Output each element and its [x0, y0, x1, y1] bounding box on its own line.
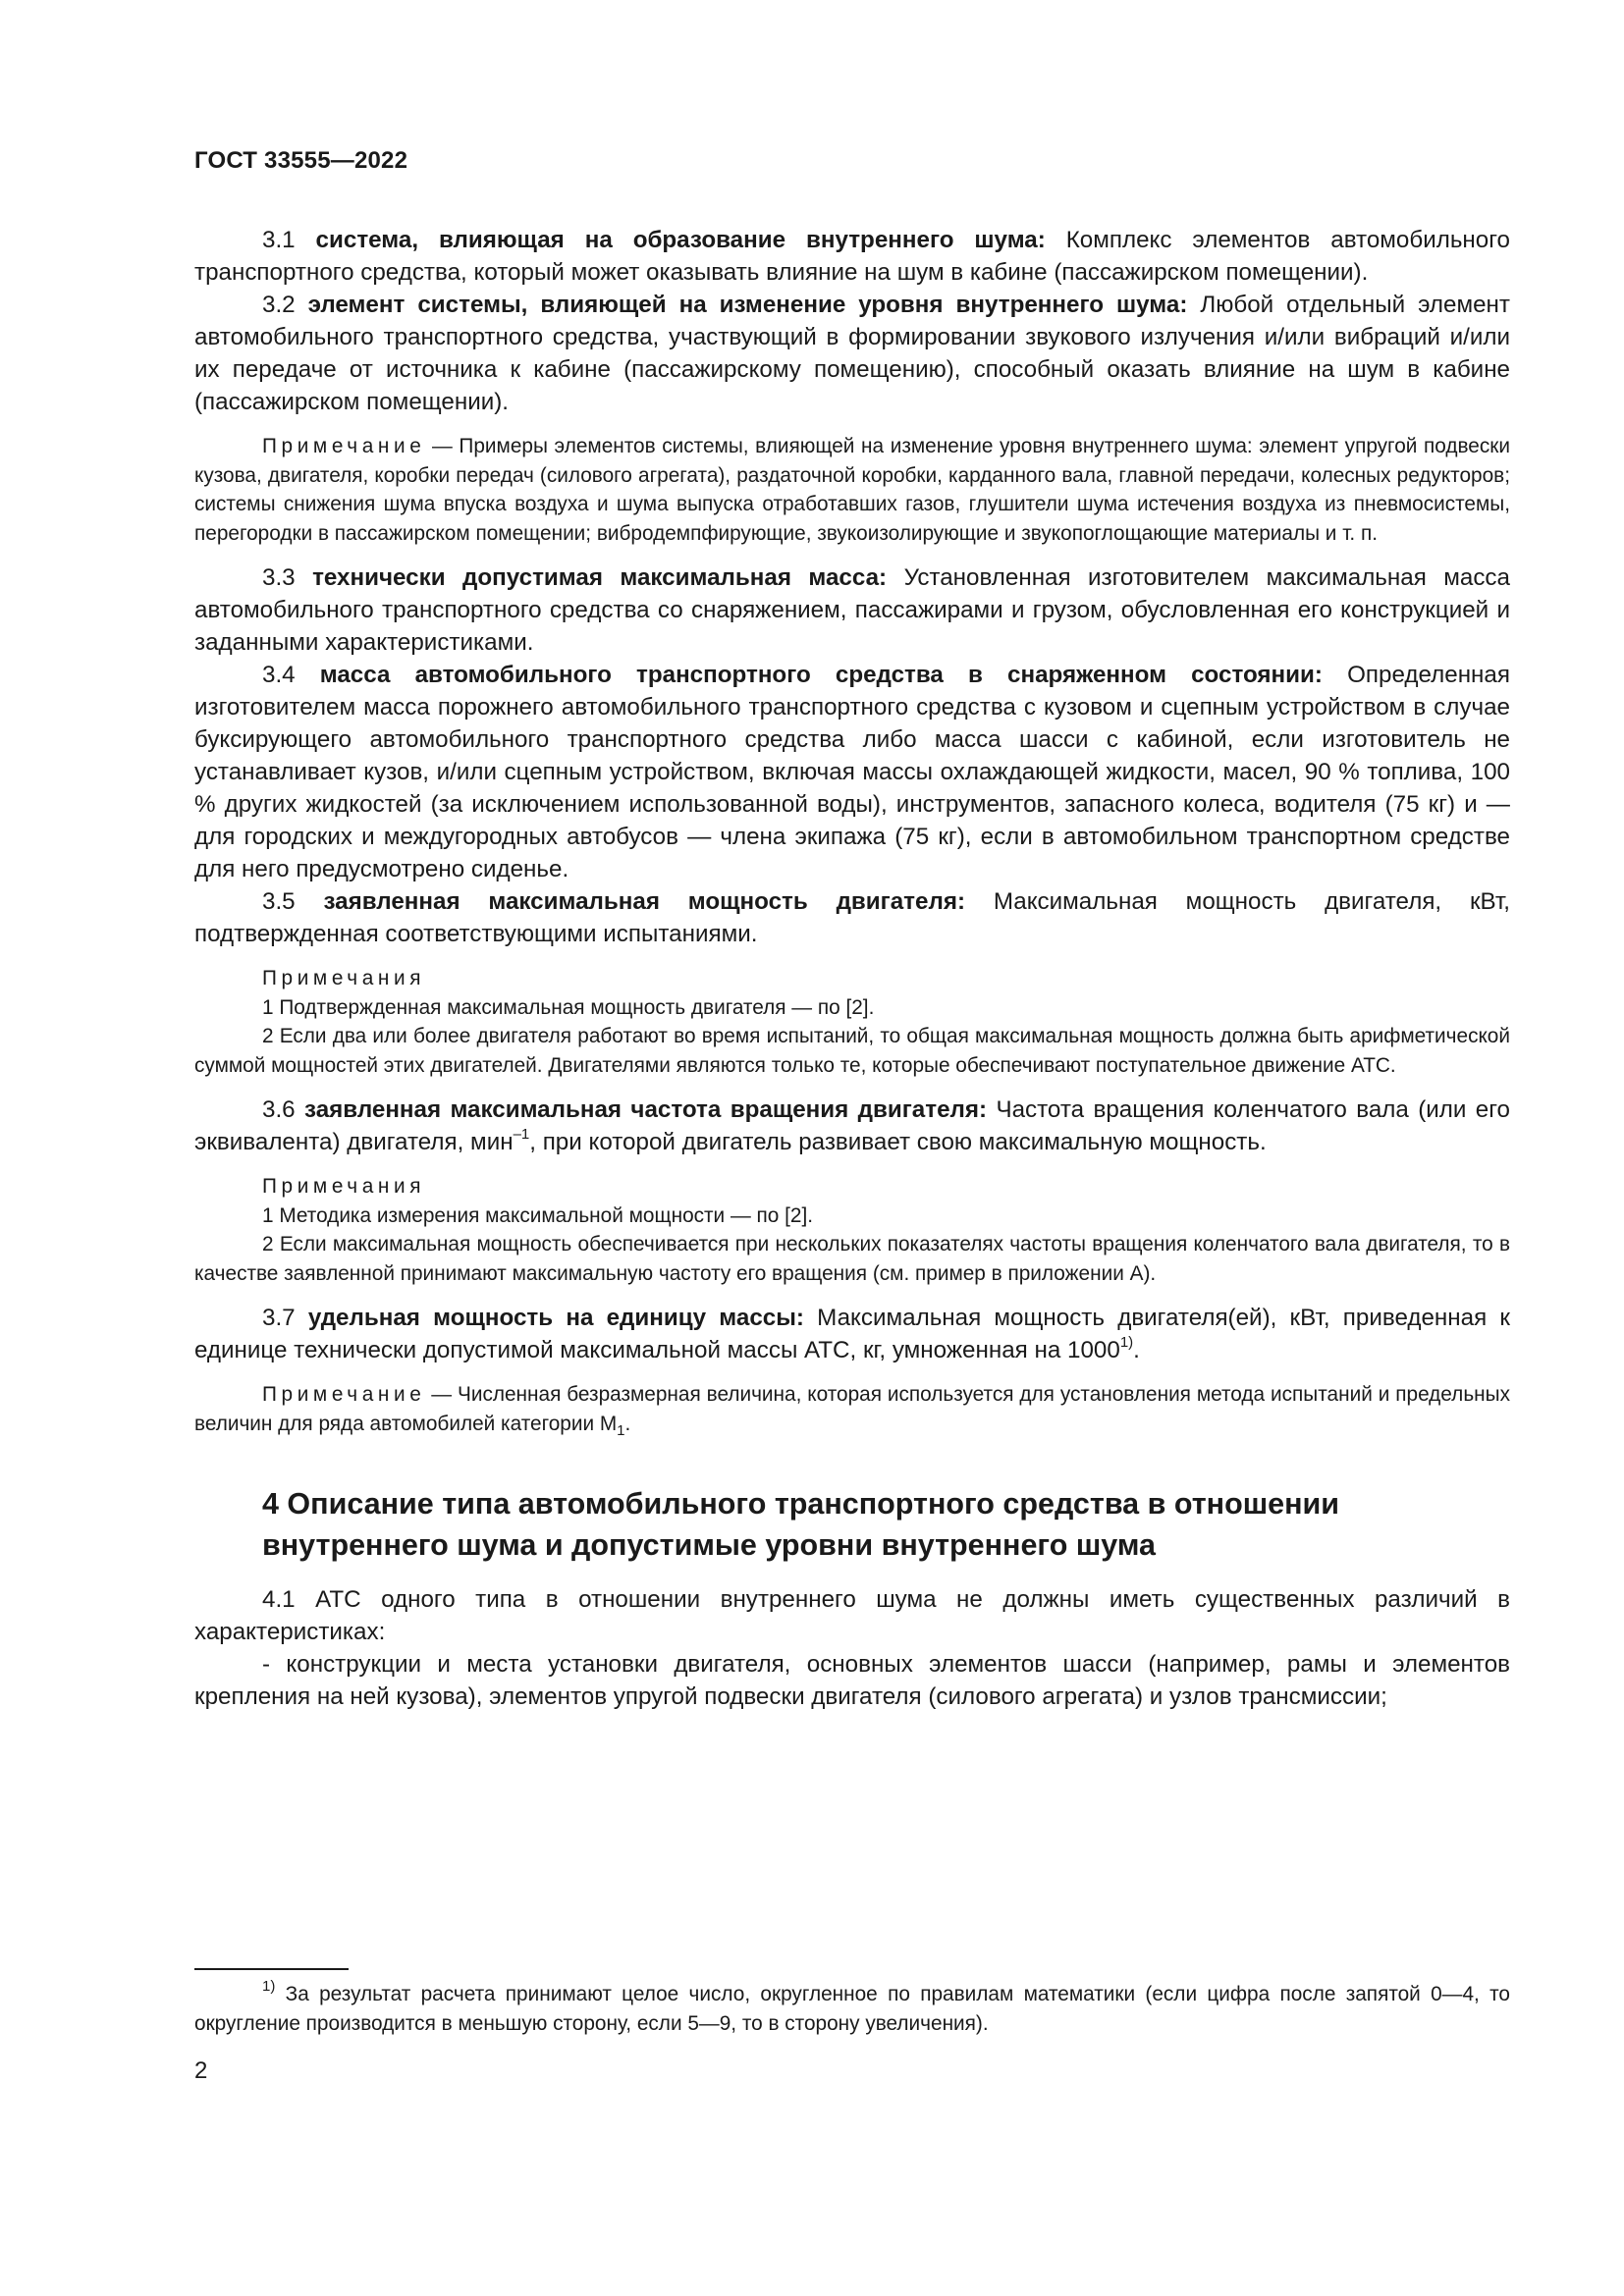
superscript: –1	[513, 1125, 530, 1143]
term-definition: Любой отдельный элемент автомобильного транспортного средства, участвующий в формировании звукового излучения и/или вибраций и/или их передаче от источника к кабине (пассажирскому помещению), способный оказать влияние на шум в кабине (пассажирском помещении).	[194, 292, 1510, 415]
list-item: - конструкции и места установки двигателя, основных элементов шасси (например, рамы и элементов крепления на ней кузова), элементов упругой подвески двигателя (силового агрегата) и узлов трансмиссии;	[194, 1651, 1510, 1710]
note-3-6-2: 2 Если максимальная мощность обеспечивается при нескольких показателях частоты вращения коленчатого вала двигателя, то в качестве заявленной принимают максимальную частоту его вращения (см. пример в приложении А).	[194, 1233, 1510, 1285]
term-number: 3.6	[262, 1096, 304, 1123]
term-name: масса автомобильного транспортного средства в снаряженном состоянии:	[319, 662, 1323, 688]
term-name: элемент системы, влияющей на изменение уровня внутреннего шума:	[307, 292, 1188, 318]
section-4-heading: 4 Описание типа автомобильного транспортного средства в отношении внутреннего шума и допустимые уровни внутреннего шума	[262, 1487, 1340, 1562]
note-text: — Примеры элементов системы, влияющей на изменение уровня внутреннего шума: элемент упругой подвески кузова, двигателя, коробки передач (силового агрегата), раздаточной коробки, карданного вала, главной передачи, колесных редукторов; системы снижения шума впуска воздуха и шума выпуска отработавших газов, глушители шума истечения воздуха из пневмосистемы, перегородки в пассажирском помещении; вибродемпфирующие, звукоизолирующие и звукопоглощающие материалы и т. п.	[194, 435, 1510, 545]
term-3-4	[194, 659, 1510, 885]
term-name: удельная мощность на единицу массы:	[307, 1305, 804, 1331]
note-3-2	[194, 432, 1510, 548]
term-name: технически допустимая максимальная масса:	[312, 564, 888, 591]
term-definition: Максимальная мощность двигателя(ей), кВт, приведенная к единице технически допустимой максимальной массы АТС, кг, умноженная на 1000	[194, 1305, 1510, 1363]
term-number: 3.5	[262, 888, 324, 915]
note-text-cont: .	[624, 1412, 631, 1435]
note-3-5-1: 1 Подтвержденная максимальная мощность двигателя — по [2].	[262, 995, 875, 1019]
note-3-5-2: 2 Если два или более двигателя работают во время испытаний, то общая максимальная мощность должна быть арифметической суммой мощностей этих двигателей. Двигателями являются только те, которые обеспечивают поступательное движение АТС.	[194, 1025, 1510, 1077]
notes-3-5-label	[194, 964, 1510, 993]
term-number: 3.4	[262, 662, 320, 688]
notes-label: Примечания	[262, 967, 426, 989]
document-page	[194, 0, 1510, 2296]
term-number: 3.7	[262, 1305, 308, 1331]
note-3-6-1: 1 Методика измерения максимальной мощности — по [2].	[262, 1203, 814, 1227]
term-definition: Определенная изготовителем масса порожнего автомобильного транспортного средства с кузовом и сцепным устройством в случае буксирующего автомобильного транспортного средства либо масса шасси с кабиной, если изготовитель не устанавливает кузов, и/или сцепным устройством, включая массы охлаждающей жидкости, масел, 90 % топлива, 100 % других жидкостей (за исключением использованной воды), инструментов, запасного колеса, водителя (75 кг) и — для городских и междугородных автобусов — члена экипажа (75 кг), если в автомобильном транспортном средстве для него предусмотрено сиденье.	[194, 662, 1510, 882]
footnote-mark: 1)	[262, 1978, 276, 1996]
term-number: 3.1	[262, 227, 316, 253]
footnote-ref: 1)	[1119, 1333, 1134, 1351]
term-3-2	[194, 289, 1510, 418]
footnote-1	[194, 1980, 1510, 2038]
term-3-1	[194, 224, 1510, 289]
subscript: 1	[617, 1421, 625, 1439]
paragraph-4-1: 4.1 АТС одного типа в отношении внутреннего шума не должны иметь существенных различий в характеристиках:	[194, 1586, 1510, 1645]
notes-3-6-label	[194, 1172, 1510, 1201]
footnote-text: За результат расчета принимают целое число, округленное по правилам математики (если цифра после запятой 0—4, то округление производится в меньшую сторону, если 5—9, то в сторону увеличения).	[194, 1983, 1510, 2035]
term-definition: Максимальная мощность двигателя, кВт, подтвержденная соответствующими испытаниями.	[194, 888, 1510, 947]
term-definition-cont: .	[1133, 1337, 1140, 1363]
term-definition: Установленная изготовителем максимальная масса автомобильного транспортного средства со снаряжением, пассажирами и грузом, обусловленная его конструкцией и заданными характеристиками.	[194, 564, 1510, 656]
term-3-6	[194, 1094, 1510, 1158]
term-number: 3.2	[262, 292, 308, 318]
term-name: заявленная максимальная частота вращения двигателя:	[304, 1096, 988, 1123]
term-3-5	[194, 885, 1510, 950]
note-label: Примечание	[262, 435, 426, 457]
page-number: 2	[194, 2057, 208, 2084]
note-label: Примечание	[262, 1383, 426, 1406]
term-definition-cont: , при которой двигатель развивает свою максимальную мощность.	[529, 1129, 1267, 1155]
term-name: заявленная максимальная мощность двигателя:	[323, 888, 966, 915]
footnote-divider	[194, 1968, 349, 1970]
note-text: — Численная безразмерная величина, которая используется для установления метода испытаний и предельных величин для ряда автомобилей категории М	[194, 1383, 1510, 1435]
document-code: ГОСТ 33555—2022	[194, 147, 408, 174]
term-number: 3.3	[262, 564, 313, 591]
notes-label: Примечания	[262, 1175, 426, 1198]
term-name: система, влияющая на образование внутреннего шума:	[315, 227, 1046, 253]
note-3-7	[194, 1380, 1510, 1438]
term-3-7	[194, 1302, 1510, 1366]
term-definition: Комплекс элементов автомобильного транспортного средства, который может оказывать влияние на шум в кабине (пассажирском помещении).	[194, 227, 1510, 286]
term-definition: Частота вращения коленчатого вала (или его эквивалента) двигателя, мин	[194, 1096, 1510, 1155]
term-3-3	[194, 561, 1510, 659]
document-body	[194, 224, 1510, 1713]
